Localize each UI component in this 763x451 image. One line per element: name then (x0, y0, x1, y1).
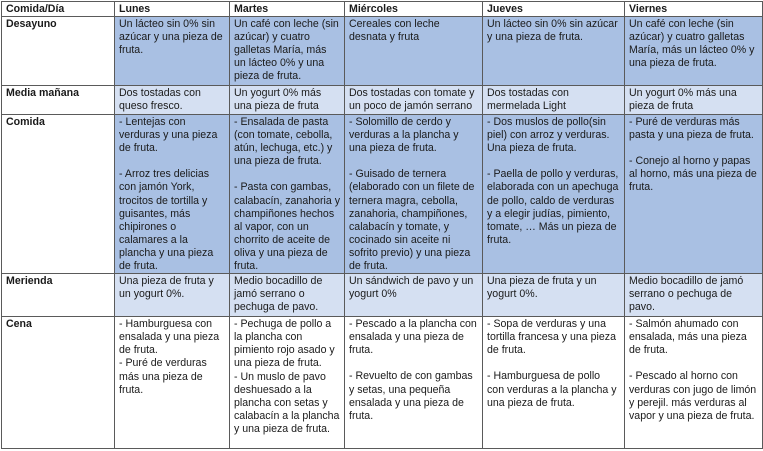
cell-paragraph: Dos tostadas con queso fresco. (119, 87, 201, 113)
cell-paragraph: - Revuelto de con gambas y setas, una pequeña ensalada y una pieza de fruta. (349, 370, 473, 422)
cell-paragraph: - Puré de verduras más pasta y una pieza de fruta. (629, 116, 754, 142)
cell-paragraph: - Hamburguesa de pollo con verduras a la plancha y una pieza de fruta. (487, 370, 617, 409)
table-cell (115, 115, 230, 274)
table-cell (115, 317, 230, 449)
table-cell (625, 115, 763, 274)
table-cell (345, 274, 483, 317)
table-cell (115, 274, 230, 317)
table-cell (483, 317, 625, 449)
meal-label: Media mañana (2, 86, 115, 115)
table-cell (483, 274, 625, 317)
cell-paragraph: - Puré de verduras más una pieza de fruta. (119, 357, 207, 396)
cell-paragraph: - Salmón ahumado con ensalada, más una pieza de fruta. (629, 318, 747, 357)
table-cell (230, 17, 345, 86)
table-row (2, 86, 763, 115)
table-cell (345, 17, 483, 86)
cell-paragraph: - Hamburguesa con ensalada y una pieza de fruta. (119, 318, 220, 357)
table-cell (345, 86, 483, 115)
cell-paragraph: Un yogurt 0% más una pieza de fruta (629, 87, 737, 113)
day-header-jueves: Jueves (483, 2, 625, 17)
cell-paragraph: - Pescado a la plancha con ensalada y una pieza de fruta. (349, 318, 477, 357)
header-row (2, 2, 763, 17)
weekly-meal-plan-table (1, 1, 763, 449)
table-cell (625, 86, 763, 115)
cell-paragraph: - Un muslo de pavo deshuesado a la plancha con setas y calabacín a la plancha y una pieza de fruta. (234, 370, 340, 435)
day-header-martes: Martes (230, 2, 345, 17)
table-cell (483, 115, 625, 274)
cell-paragraph: - Ensalada de pasta (con tomate, cebolla, atún, lechuga, etc.) y una pieza de fruta. (234, 116, 333, 168)
cell-paragraph: - Conejo al horno y papas al horno, más una pieza de fruta. (629, 155, 757, 194)
cell-paragraph: - Pasta con gambas, calabacín, zanahoria y champiñones hechos al vapor, con un chorrito de aceite de oliva y una pieza de fruta. (234, 181, 341, 273)
meal-label: Desayuno (2, 17, 115, 86)
cell-paragraph: Un sándwich de pavo y un yogurt 0% (349, 275, 474, 301)
cell-paragraph: Un lácteo sin 0% sin azúcar y una pieza de fruta. (487, 18, 618, 44)
table-cell (345, 115, 483, 274)
cell-paragraph: - Lentejas con verduras y una pieza de fruta. (119, 116, 218, 155)
table-cell (625, 17, 763, 86)
cell-paragraph: Cereales con leche desnata y fruta (349, 18, 440, 44)
cell-paragraph: - Paella de pollo y verduras, elaborada con un apechuga de pollo, caldo de verduras y a elegir judías, pimiento, tomate, … Más un pieza de fruta. (487, 168, 619, 246)
cell-paragraph: Un yogurt 0% más una pieza de fruta (234, 87, 322, 113)
table-cell (230, 115, 345, 274)
table-row (2, 17, 763, 86)
table-cell (230, 317, 345, 449)
table-cell (625, 274, 763, 317)
cell-paragraph: Medio bocadillo de jamó serrano o pechuga de pavo. (234, 275, 323, 314)
cell-paragraph: - Pechuga de pollo a la plancha con pimiento rojo asado y una pieza de fruta. (234, 318, 335, 370)
meal-label: Cena (2, 317, 115, 449)
cell-paragraph: Una pieza de fruta y un yogurt 0%. (119, 275, 214, 301)
table-cell (625, 317, 763, 449)
cell-paragraph: Dos tostadas con tomate y un poco de jamón serrano (349, 87, 475, 113)
table-cell (230, 86, 345, 115)
cell-paragraph: Dos tostadas con mermelada Light (487, 87, 569, 113)
table-cell (345, 317, 483, 449)
table-row (2, 317, 763, 449)
cell-paragraph: - Guisado de ternera (elaborado con un filete de ternera magra, cebolla, zanahoria, champiñones, calabacín y tomate, y cocinado sin aceite ni sofrito previo) y una pieza de fruta. (349, 168, 475, 273)
cell-paragraph: Una pieza de fruta y un yogurt 0%. (487, 275, 597, 301)
cell-paragraph: - Solomillo de cerdo y verduras a la plancha y una pieza de fruta. (349, 116, 459, 155)
table-row (2, 274, 763, 317)
meal-label: Comida (2, 115, 115, 274)
day-header-viernes: Viernes (625, 2, 763, 17)
cell-paragraph: Un café con leche (sin azúcar) y cuatro galletas María, más un lácteo 0% y una pieza de fruta. (629, 18, 755, 70)
day-header-lunes: Lunes (115, 2, 230, 17)
table-cell (115, 17, 230, 86)
cell-paragraph: - Arroz tres delicias con jamón York, trocitos de tortilla y guisantes, más chipirones o calamares a la plancha y una pieza de fruta. (119, 168, 214, 273)
table-cell (483, 17, 625, 86)
cell-paragraph: - Sopa de verduras y una tortilla francesa y una pieza de fruta. (487, 318, 616, 357)
meal-label: Merienda (2, 274, 115, 317)
table-row (2, 115, 763, 274)
cell-paragraph: - Dos muslos de pollo(sin piel) con arroz y verduras. Una pieza de fruta. (487, 116, 610, 155)
corner-header: Comida/Día (2, 2, 115, 17)
day-header-miercoles: Miércoles (345, 2, 483, 17)
cell-paragraph: Medio bocadillo de jamó serrano o pechuga de pavo. (629, 275, 744, 314)
cell-paragraph: Un café con leche (sin azúcar) y cuatro galletas María, más un lácteo 0% y una pieza de fruta. (234, 18, 339, 83)
table-cell (483, 86, 625, 115)
table-cell (230, 274, 345, 317)
table-cell (115, 86, 230, 115)
cell-paragraph: - Pescado al horno con verduras con jugo de limón y perejil. más verduras al vapor y una pieza de fruta. (629, 370, 757, 422)
cell-paragraph: Un lácteo sin 0% sin azúcar y una pieza de fruta. (119, 18, 223, 57)
